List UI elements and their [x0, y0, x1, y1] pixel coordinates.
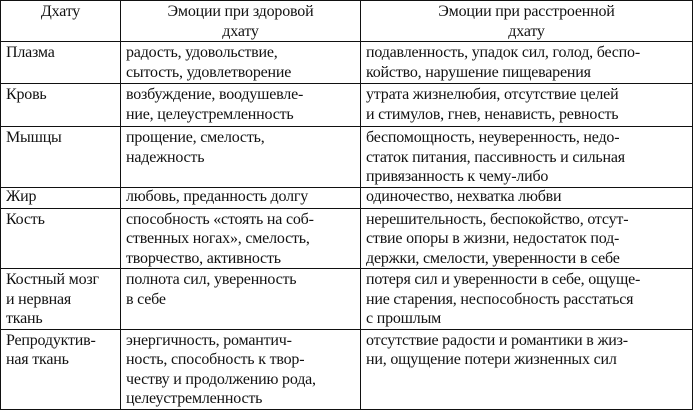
table-row: [1, 127, 693, 188]
disturbed-emotions: потеря сил и уверенности в себе, ощуще- ние старения, неспособность расстаться с прошлым: [361, 269, 693, 330]
disturbed-emotions: утрата жизнелюбия, отсутствие целей и стимулов, гнев, ненависть, ревность: [361, 84, 693, 127]
table-row: [1, 269, 693, 330]
dhatu-name: Кровь: [1, 84, 121, 127]
dhatu-name: Костный мозг и нервная ткань: [1, 269, 121, 330]
healthy-emotions: радость, удовольствие, сытость, удовлетворение: [121, 42, 361, 84]
table-row: [1, 187, 693, 208]
table-row: [1, 42, 693, 84]
dhatu-name: Кость: [1, 208, 121, 269]
disturbed-emotions: нерешительность, беспокойство, отсут- ствие опоры в жизни, недостаток под- держки, смелости, уверенности в себе: [361, 208, 693, 269]
healthy-emotions: способность «стоять на соб- ственных ногах», смелость, творчество, активность: [121, 208, 361, 269]
disturbed-emotions: отсутствие радости и романтики в жиз- ни, ощущение потери жизненных сил: [361, 329, 693, 409]
header-healthy: Эмоции при здоровой дхату: [121, 1, 361, 42]
header-dhatu: Дхату: [1, 1, 121, 42]
dhatu-name: Мышцы: [1, 127, 121, 188]
table-row: [1, 208, 693, 269]
disturbed-emotions: одиночество, нехватка любви: [361, 187, 693, 208]
disturbed-emotions: беспомощность, неуверенность, недо- статок питания, пассивность и сильная привязанность к чему-либо: [361, 127, 693, 188]
table-row: [1, 84, 693, 127]
dhatu-name: Плазма: [1, 42, 121, 84]
healthy-emotions: любовь, преданность долгу: [121, 187, 361, 208]
header-disturbed: Эмоции при расстроенной дхату: [361, 1, 693, 42]
healthy-emotions: полнота сил, уверенность в себе: [121, 269, 361, 330]
healthy-emotions: возбуждение, воодушевле- ние, целеустремленность: [121, 84, 361, 127]
dhatu-name: Жир: [1, 187, 121, 208]
healthy-emotions: прощение, смелость, надежность: [121, 127, 361, 188]
disturbed-emotions: подавленность, упадок сил, голод, беспо- койство, нарушение пищеварения: [361, 42, 693, 84]
healthy-emotions: энергичность, романтич- ность, способность к твор- честву и продолжению рода, целеустремленность: [121, 329, 361, 409]
table-row: [1, 329, 693, 409]
dhatu-name: Репродуктив- ная ткань: [1, 329, 121, 409]
header-row: [1, 1, 693, 42]
